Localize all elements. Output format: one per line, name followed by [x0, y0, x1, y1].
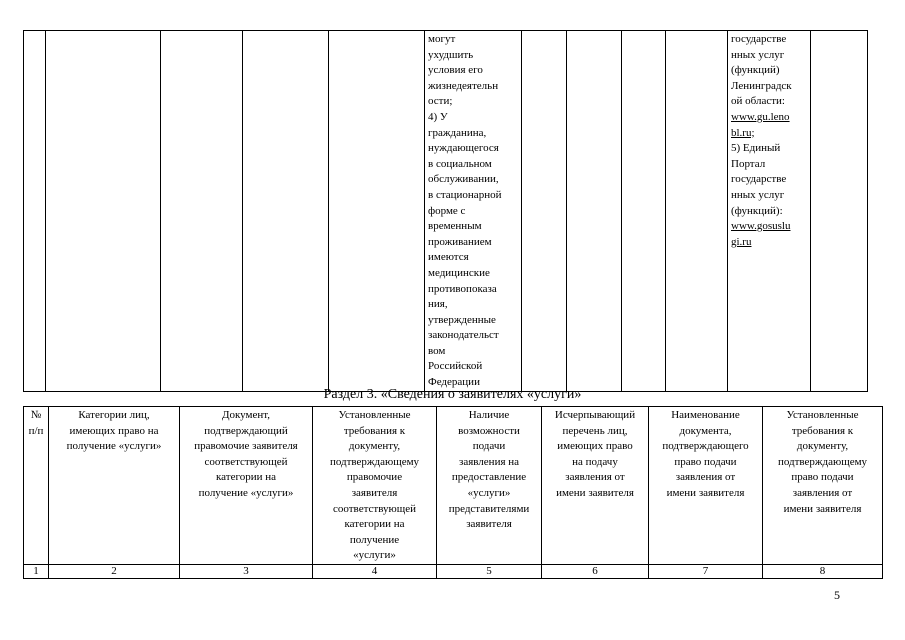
column-number: 3: [180, 564, 313, 578]
header-document-requirements: Установленные требования к документу, подтверждающему правомочие заявителя соответствующей категории на получение «услуги»: [329, 409, 420, 562]
cell-10: [666, 31, 728, 392]
header-rights-requirements: Установленные требования к документу, подтверждающему право подачи заявления от имени заявителя: [777, 409, 868, 515]
portals-text: [728, 31, 810, 250]
header-representatives: Наличие возможности подачи заявления на предоставление «услуги» представителями заявителя: [448, 409, 530, 531]
cell-12: [811, 31, 868, 392]
cell-7: [522, 31, 567, 392]
header-cell: [437, 407, 542, 565]
portal-text-1: государстве нных услуг (функций) Ленинградск ой области:: [731, 33, 792, 108]
column-number: 6: [542, 564, 649, 578]
portals-cell: [728, 31, 811, 392]
column-number: 1: [24, 564, 49, 578]
contraindications-text: могут ухудшить условия его жизнедеятельн ости; 4) У гражданина, нуждающегося в социальном обслуживании, в стационарной форме с временным проживанием имеются медицинские противопоказа ния, утвержденные законодательст вом Российской Федерации: [428, 33, 502, 389]
column-number: 7: [649, 564, 763, 578]
applicants-table: [23, 406, 883, 579]
cell-2: [46, 31, 161, 392]
cell-9: [622, 31, 666, 392]
header-cell: [649, 407, 763, 565]
portal-text-2: 5) Единый Портал государстве нных услуг (функций):: [731, 142, 787, 217]
column-number: 2: [49, 564, 180, 578]
header-categories: Категории лиц, имеющих право на получение «услуги»: [66, 409, 162, 453]
portal-link-gosuslugi[interactable]: www.gosuslu gi.ru: [731, 220, 791, 248]
header-cell: [313, 407, 437, 565]
header-cell: [542, 407, 649, 565]
header-cell: [180, 407, 313, 565]
continuation-table: [23, 30, 868, 392]
header-document-name: Наименование документа, подтверждающего право подачи заявления от имени заявителя: [662, 409, 749, 499]
section-title: Раздел 3. «Сведения о заявителях «услуги»: [323, 387, 582, 402]
column-number: 4: [313, 564, 437, 578]
header-cell: [763, 407, 883, 565]
cell-5: [329, 31, 425, 392]
header-row: [24, 407, 883, 565]
contraindications-cell: [425, 31, 522, 392]
header-number: № п/п: [28, 409, 44, 437]
portal-link-lenobl[interactable]: www.gu.leno bl.ru;: [731, 110, 790, 139]
cell-3: [161, 31, 243, 392]
cell-8: [567, 31, 622, 392]
cell-1: [24, 31, 46, 392]
page-number: 5: [834, 588, 840, 602]
cell-4: [243, 31, 329, 392]
column-number-row: [24, 564, 883, 578]
column-number: 5: [437, 564, 542, 578]
header-persons-list: Исчерпывающий перечень лиц, имеющих право на подачу заявления от имени заявителя: [554, 409, 636, 499]
column-number: 8: [763, 564, 883, 578]
header-authority-document: Документ, подтверждающий правомочие заявителя соответствующей категории на получение «услуги»: [194, 409, 298, 499]
header-cell: [49, 407, 180, 565]
header-cell: [24, 407, 49, 565]
